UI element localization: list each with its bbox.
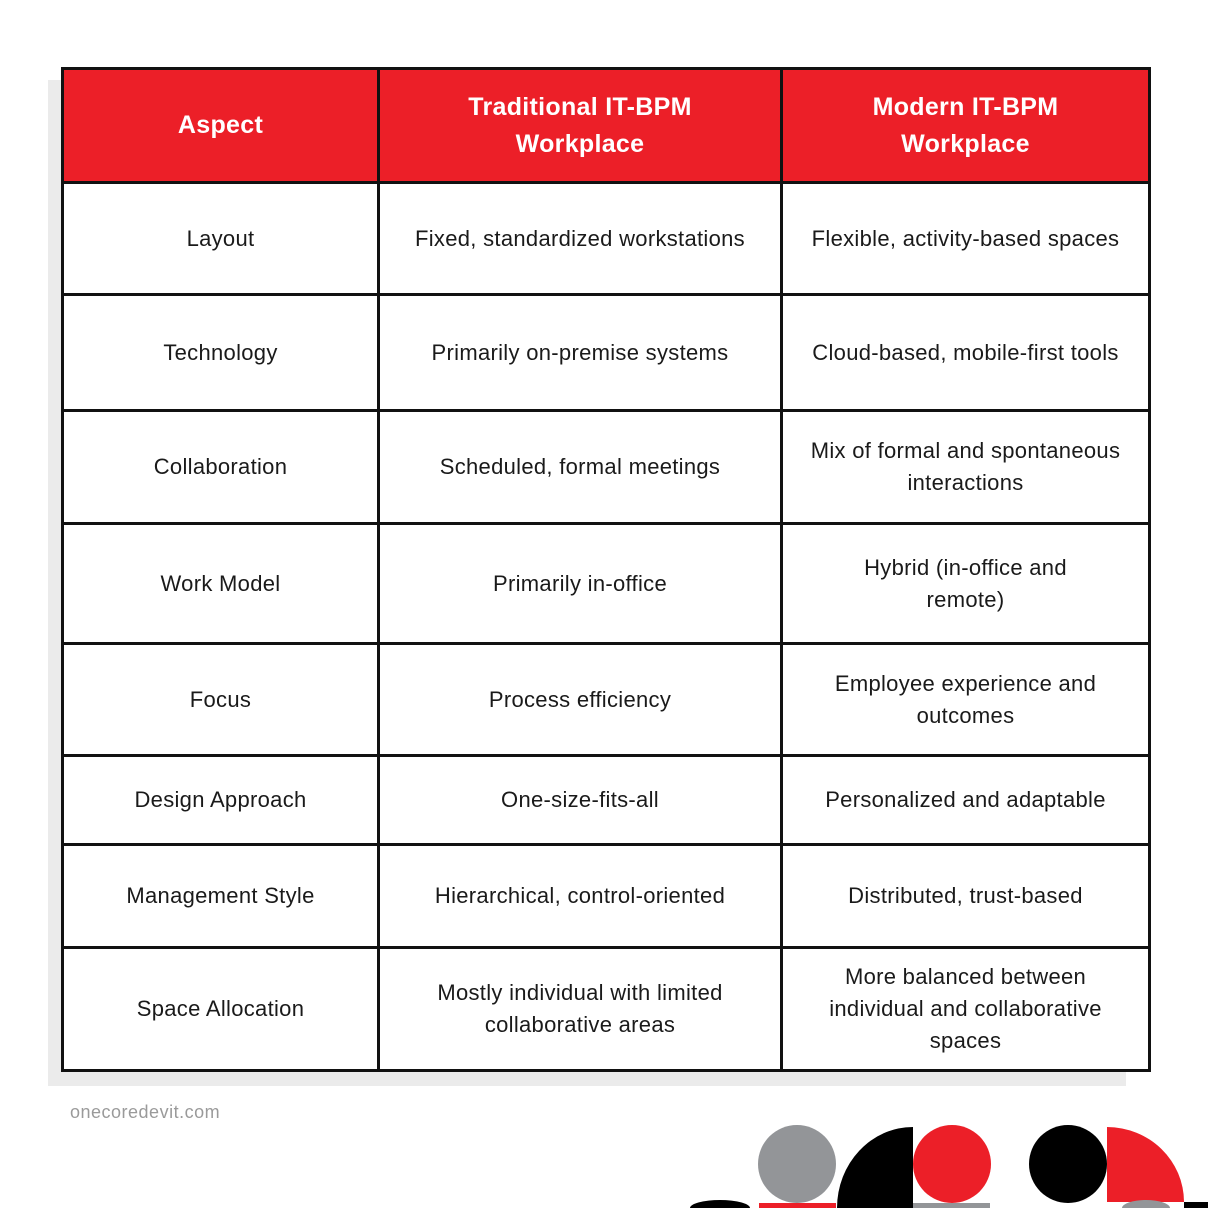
- black-quarter-shape: [837, 1127, 913, 1208]
- cell-traditional: Scheduled, formal meetings: [379, 411, 782, 524]
- cell-traditional: Process efficiency: [379, 644, 782, 756]
- comparison-table: [61, 67, 1151, 1072]
- header-traditional: Traditional IT-BPM Workplace: [379, 69, 782, 183]
- gray-arc-shape: [1122, 1200, 1170, 1208]
- cell-aspect: Technology: [63, 295, 379, 411]
- cell-aspect: Layout: [63, 183, 379, 295]
- footer-url: onecoredevit.com: [70, 1102, 221, 1122]
- cell-traditional: Mostly individual with limited collaborative areas: [379, 948, 782, 1071]
- cell-aspect: Work Model: [63, 524, 379, 644]
- black-circle-shape: [1029, 1125, 1107, 1203]
- cell-aspect: Collaboration: [63, 411, 379, 524]
- table-row: [63, 295, 1150, 411]
- gray-circle-shape: [758, 1125, 836, 1203]
- cell-traditional: Fixed, standardized workstations: [379, 183, 782, 295]
- cell-modern: Cloud-based, mobile-first tools: [782, 295, 1150, 411]
- header-aspect: Aspect: [63, 69, 379, 183]
- cell-modern: Mix of formal and spontaneous interactions: [782, 411, 1150, 524]
- cell-aspect: Management Style: [63, 845, 379, 948]
- header-modern: Modern IT-BPM Workplace: [782, 69, 1150, 183]
- cell-modern: Hybrid (in-office and remote): [782, 524, 1150, 644]
- red-bar-shape: [759, 1203, 836, 1208]
- cell-modern: Employee experience and outcomes: [782, 644, 1150, 756]
- cell-modern: Flexible, activity-based spaces: [782, 183, 1150, 295]
- cell-aspect: Focus: [63, 644, 379, 756]
- cell-modern: Personalized and adaptable: [782, 756, 1150, 845]
- table-row: [63, 845, 1150, 948]
- cell-aspect: Design Approach: [63, 756, 379, 845]
- table-row: [63, 756, 1150, 845]
- cell-traditional: Primarily in-office: [379, 524, 782, 644]
- cell-traditional: Hierarchical, control-oriented: [379, 845, 782, 948]
- table-row: [63, 524, 1150, 644]
- gray-bar-shape: [913, 1203, 990, 1208]
- red-circle-shape: [913, 1125, 991, 1203]
- red-quarter-shape: [1107, 1127, 1184, 1202]
- black-corner-shape: [1184, 1202, 1208, 1208]
- black-arc-shape: [690, 1200, 750, 1208]
- header-row: [63, 69, 1150, 183]
- table-row: [63, 183, 1150, 295]
- table-row: [63, 411, 1150, 524]
- cell-modern: More balanced between individual and collaborative spaces: [782, 948, 1150, 1071]
- cell-traditional: One-size-fits-all: [379, 756, 782, 845]
- cell-modern: Distributed, trust-based: [782, 845, 1150, 948]
- table-row: [63, 644, 1150, 756]
- cell-traditional: Primarily on-premise systems: [379, 295, 782, 411]
- table-row: [63, 948, 1150, 1071]
- cell-aspect: Space Allocation: [63, 948, 379, 1071]
